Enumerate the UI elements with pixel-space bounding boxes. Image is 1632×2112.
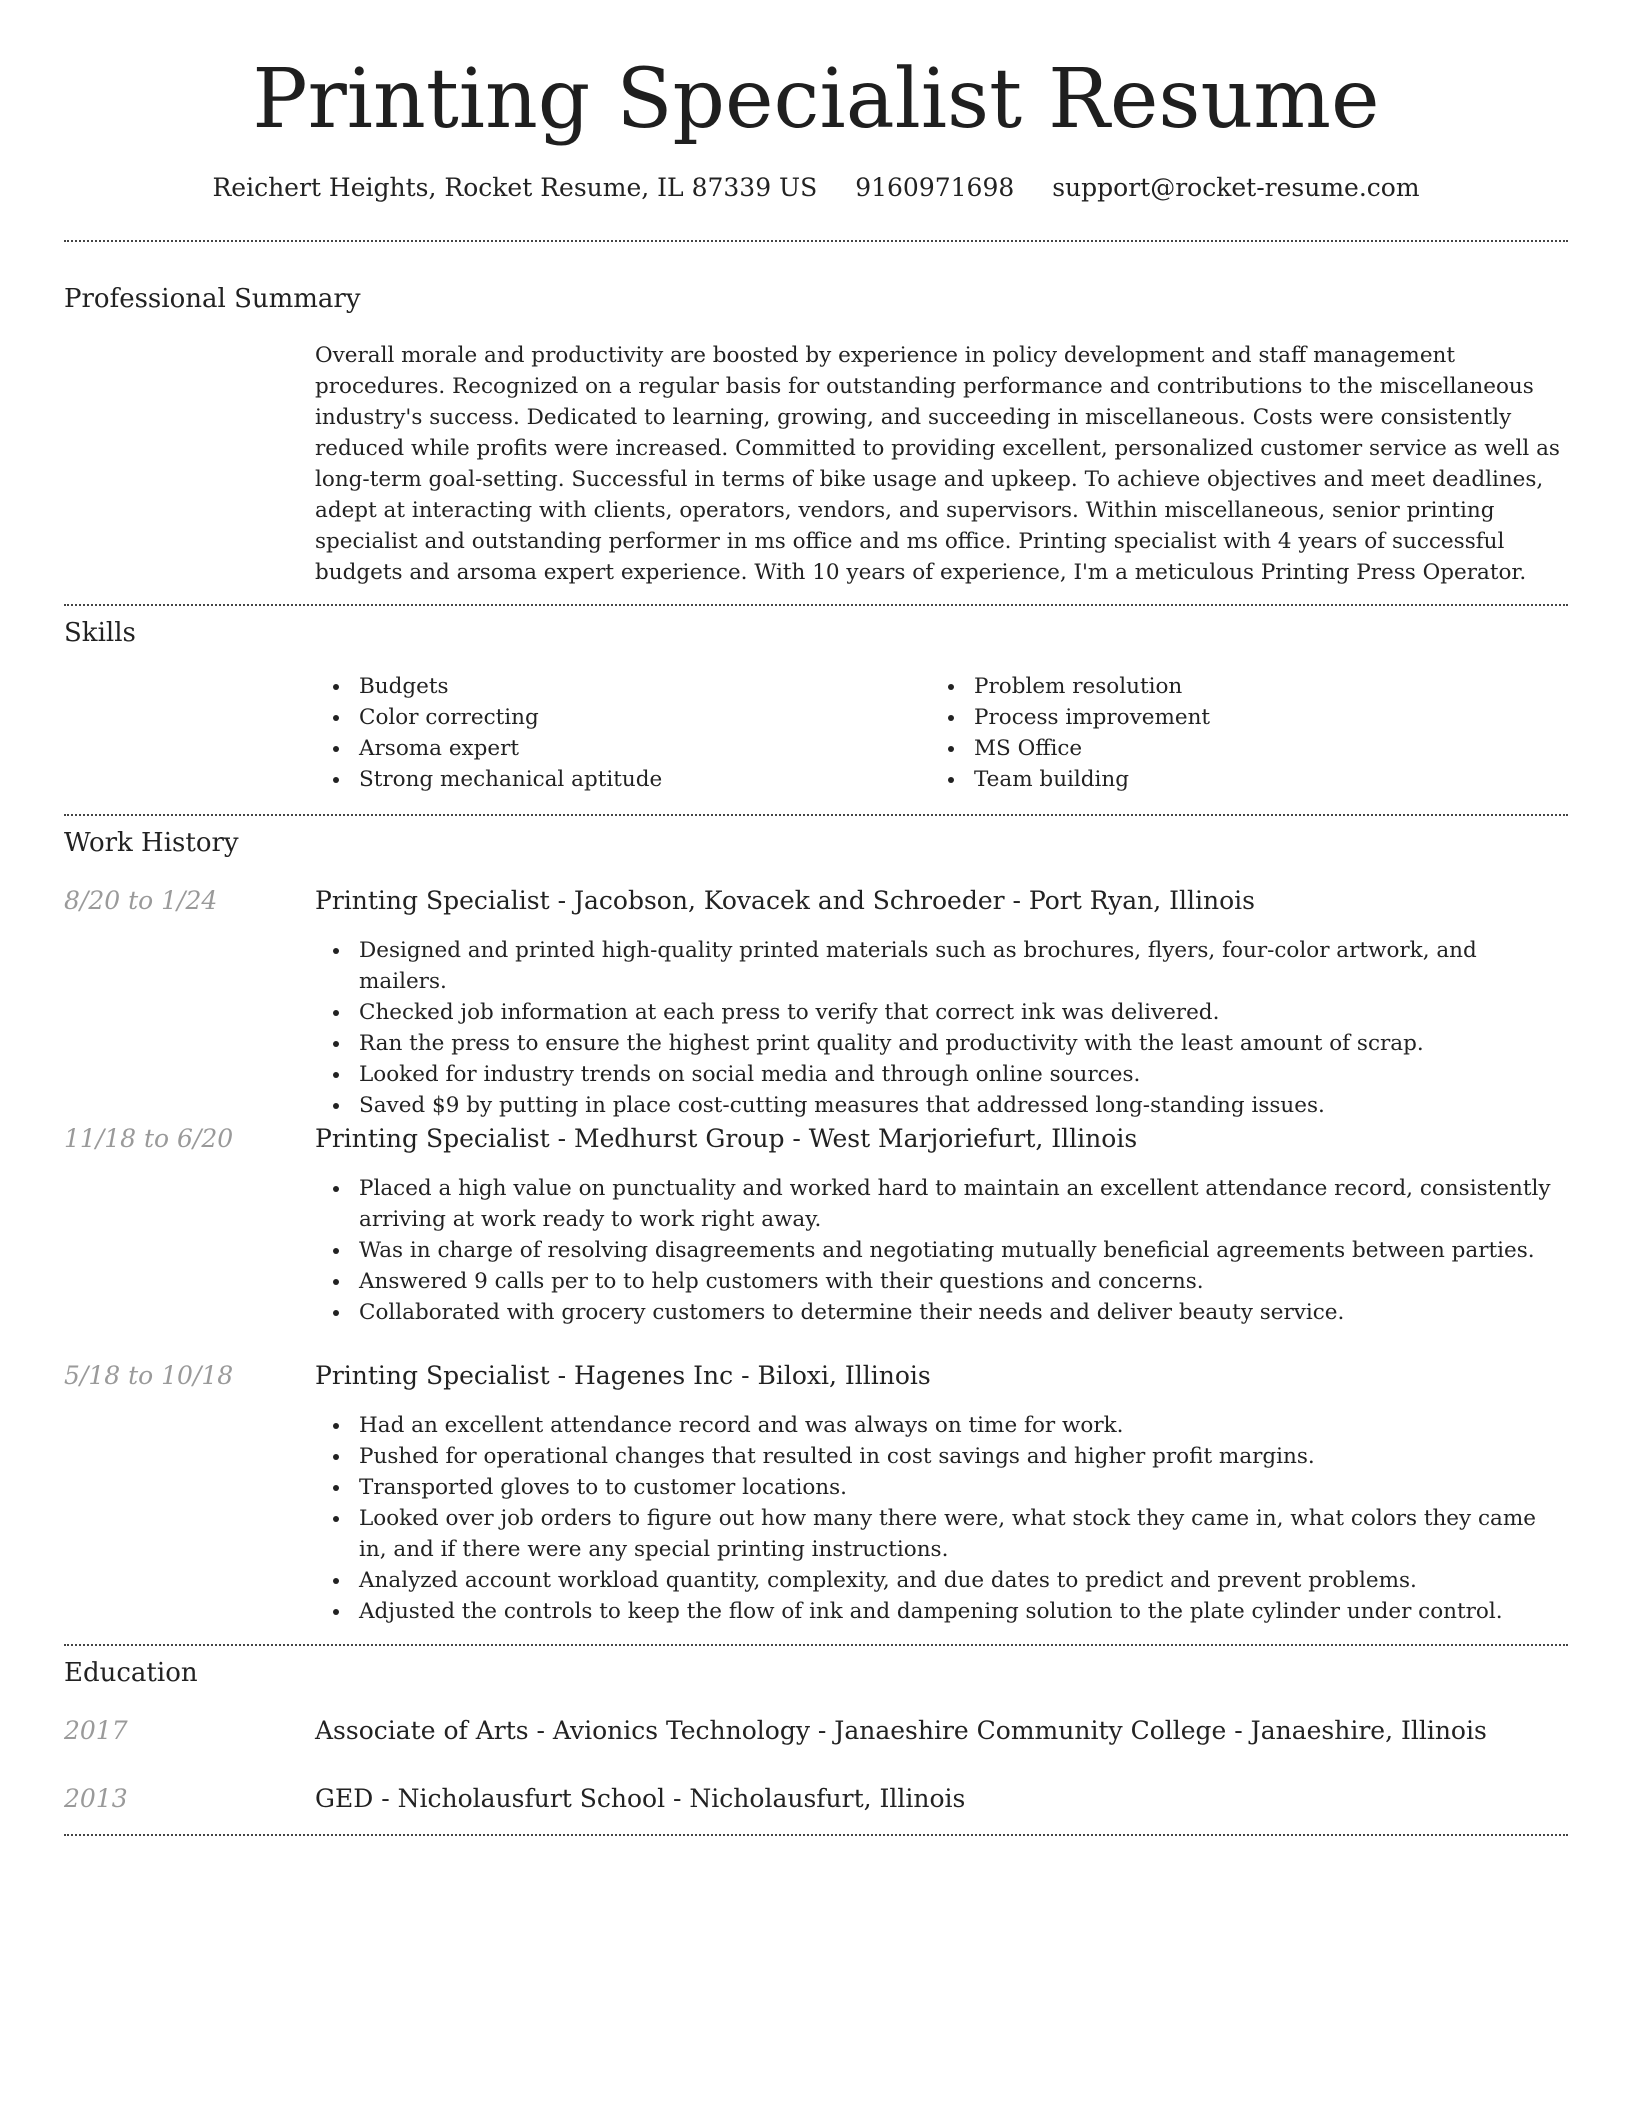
skills-list-right — [930, 671, 1530, 795]
contact-phone: 9160971698 — [855, 173, 1015, 202]
list-item: Pushed for operational changes that resulted in cost savings and higher profit margins. — [315, 1441, 1568, 1472]
list-item: Analyzed account workload quantity, complexity, and due dates to predict and prevent problems. — [315, 1565, 1568, 1596]
skill-item: Color correcting — [315, 702, 875, 733]
job-dates: 11/18 to 6/20 — [64, 1124, 234, 1153]
divider — [64, 1834, 1568, 1836]
skills-list-left — [315, 671, 875, 795]
list-item: Checked job information at each press to verify that correct ink was delivered. — [315, 997, 1568, 1028]
contact-line — [0, 170, 1632, 206]
skills-heading: Skills — [64, 618, 136, 648]
education-year: 2013 — [64, 1784, 128, 1813]
education-entry: GED - Nicholausfurt School - Nicholausfurt, Illinois — [315, 1784, 966, 1813]
contact-email[interactable]: support@rocket-resume.com — [1052, 173, 1420, 202]
list-item: Was in charge of resolving disagreements and negotiating mutually beneficial agreements between parties. — [315, 1235, 1568, 1266]
skill-item: Team building — [930, 764, 1530, 795]
list-item: Looked for industry trends on social media and through online sources. — [315, 1059, 1568, 1090]
list-item: Looked over job orders to figure out how many there were, what stock they came in, what colors they came in, and if there were any special printing instructions. — [315, 1503, 1568, 1565]
job-title: Printing Specialist - Jacobson, Kovacek and Schroeder - Port Ryan, Illinois — [315, 886, 1255, 915]
skill-item: Problem resolution — [930, 671, 1530, 702]
divider — [64, 1644, 1568, 1646]
education-entry: Associate of Arts - Avionics Technology - Janaeshire Community College - Janaeshire, Illinois — [315, 1716, 1487, 1745]
skill-item: Budgets — [315, 671, 875, 702]
list-item: Ran the press to ensure the highest print quality and productivity with the least amount of scrap. — [315, 1028, 1568, 1059]
list-item: Had an excellent attendance record and was always on time for work. — [315, 1410, 1568, 1441]
skill-item: Process improvement — [930, 702, 1530, 733]
list-item: Collaborated with grocery customers to determine their needs and deliver beauty service. — [315, 1297, 1568, 1328]
list-item: Answered 9 calls per to to help customers with their questions and concerns. — [315, 1266, 1568, 1297]
education-heading: Education — [64, 1658, 198, 1688]
work-heading: Work History — [64, 828, 239, 858]
divider — [64, 814, 1568, 816]
list-item: Placed a high value on punctuality and worked hard to maintain an excellent attendance record, consistently arriving at work ready to work right away. — [315, 1173, 1568, 1235]
job-bullets — [315, 935, 1568, 1121]
list-item: Adjusted the controls to keep the flow of ink and dampening solution to the plate cylinder under control. — [315, 1596, 1568, 1627]
contact-address: Reichert Heights, Rocket Resume, IL 87339 US — [212, 173, 818, 202]
summary-text: Overall morale and productivity are boosted by experience in policy development and staff management procedures. Recognized on a regular basis for outstanding performance and contributions to the miscellaneous industry's success. Dedicated to learning, growing, and succeeding in miscellaneous. Costs were consistently reduced while profits were increased. Committed to providing excellent, personalized customer service as well as long-term goal-setting. Successful in terms of bike usage and upkeep. To achieve objectives and meet deadlines, adept at interacting with clients, operators, vendors, and supervisors. Within miscellaneous, senior printing specialist and outstanding performer in ms office and ms office. Printing specialist with 4 years of successful budgets and arsoma expert experience. With 10 years of experience, I'm a meticulous Printing Press Operator. — [315, 343, 1560, 585]
list-item: Designed and printed high-quality printed materials such as brochures, flyers, four-color artwork, and mailers. — [315, 935, 1568, 997]
summary-heading: Professional Summary — [64, 284, 361, 314]
job-dates: 8/20 to 1/24 — [64, 886, 218, 915]
job-bullets — [315, 1173, 1568, 1328]
job-dates: 5/18 to 10/18 — [64, 1361, 234, 1390]
skill-item: Strong mechanical aptitude — [315, 764, 875, 795]
job-bullets — [315, 1410, 1568, 1627]
list-item: Saved $9 by putting in place cost-cutting measures that addressed long-standing issues. — [315, 1090, 1568, 1121]
skill-item: MS Office — [930, 733, 1530, 764]
job-title: Printing Specialist - Medhurst Group - West Marjoriefurt, Illinois — [315, 1124, 1138, 1153]
divider — [64, 240, 1568, 242]
divider — [64, 604, 1568, 606]
education-year: 2017 — [64, 1716, 128, 1745]
list-item: Transported gloves to to customer locations. — [315, 1472, 1568, 1503]
skill-item: Arsoma expert — [315, 733, 875, 764]
resume-title: Printing Specialist Resume — [252, 52, 1380, 147]
job-title: Printing Specialist - Hagenes Inc - Biloxi, Illinois — [315, 1361, 931, 1390]
